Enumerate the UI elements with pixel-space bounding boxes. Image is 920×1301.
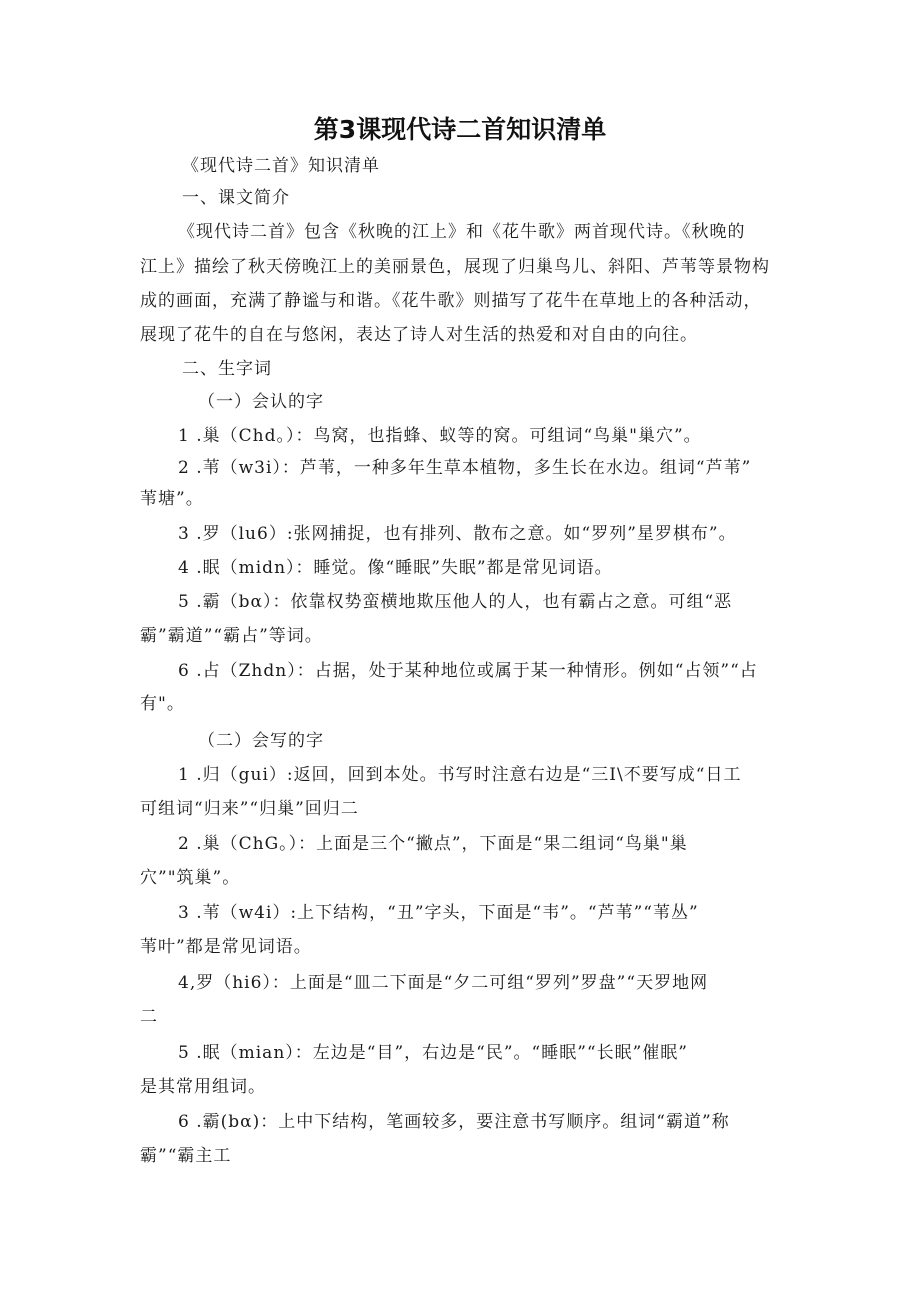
vocab-item-cont: 苇叶”都是常见词语。 (140, 937, 312, 957)
page-title: 第3课现代诗二首知识清单 (313, 115, 607, 144)
vocab-item: 6 .霸(bα)：上中下结构，笔画较多，要注意书写顺序。组词“霸道”称 (178, 1112, 730, 1132)
vocab-item-cont: 有"。 (140, 694, 185, 714)
intro-line: 成的画面，充满了静谧与和谐。《花牛歌》则描写了花牛在草地上的各种活动， (140, 291, 762, 311)
vocab-item: 6 .占（Zhdn）：占据，处于某种地位或属于某一种情形。例如“占领”“占 (178, 661, 758, 681)
subsection-heading-recognize: （一）会认的字 (198, 392, 324, 412)
vocab-item-cont: 二 (140, 1007, 158, 1027)
vocab-item: 2 .苇（w3i）：芦苇，一种多年生草本植物，多生长在水边。组词“芦苇” (178, 458, 752, 478)
vocab-item: 1 .巢（Chd。）：鸟窝，也指蜂、蚁等的窝。可组词“鸟巢"巢穴”。 (178, 426, 702, 446)
vocab-item: 3 .罗（lu6）:张网捕捉，也有排列、散布之意。如“罗列”星罗棋布”。 (178, 524, 737, 544)
vocab-item: 2 .巢（ChG。）：上面是三个“撇点”，下面是“果二组词“鸟巢"巢 (178, 834, 688, 854)
doc-subtitle: 《现代诗二首》知识清单 (182, 156, 380, 176)
vocab-item-cont: 霸”“霸主工 (140, 1146, 232, 1166)
vocab-item-cont: 霸”霸道”“霸占”等词。 (140, 626, 323, 646)
section-heading-intro: 一、课文简介 (182, 188, 290, 208)
vocab-item: 3 .苇（w4i）:上下结构，“丑”字头，下面是“韦”。“芦苇”“苇丛” (178, 903, 699, 923)
vocab-item: 5 .眠（mian）：左边是“目”，右边是“民”。“睡眠”“长眠”催眠” (178, 1043, 688, 1063)
intro-line: 展现了花牛的自在与悠闲，表达了诗人对生活的热爱和对自由的向往。 (140, 325, 698, 345)
vocab-item-cont: 穴”"筑巢”。 (140, 868, 241, 888)
vocab-item: 1 .归（gui）:返回，回到本处。书写时注意右边是“三I\不要写成“日工 (178, 765, 742, 785)
vocab-item: 5 .霸（bα）：依靠权势蛮横地欺压他人的人，也有霸占之意。可组“恶 (178, 592, 733, 612)
vocab-item-cont: 可组词“归来”“归巢”回归二 (140, 799, 359, 819)
section-heading-vocab: 二、生字词 (182, 359, 272, 379)
intro-line: 《现代诗二首》包含《秋晚的江上》和《花牛歌》两首现代诗。《秋晚的 (178, 222, 746, 242)
vocab-item: 4 .眠（midn）：睡觉。像“睡眠”失眠”都是常见词语。 (178, 558, 613, 578)
subsection-heading-write: （二）会写的字 (198, 731, 324, 751)
intro-line: 江上》描绘了秋天傍晚江上的美丽景色，展现了归巢鸟儿、斜阳、芦苇等景物构 (140, 257, 770, 277)
vocab-item: 4,罗（hi6）：上面是“皿二下面是“夕二可组“罗列”罗盘”“天罗地网 (178, 973, 709, 993)
vocab-item-cont: 苇塘”。 (140, 489, 204, 509)
vocab-item-cont: 是其常用组词。 (140, 1077, 266, 1097)
